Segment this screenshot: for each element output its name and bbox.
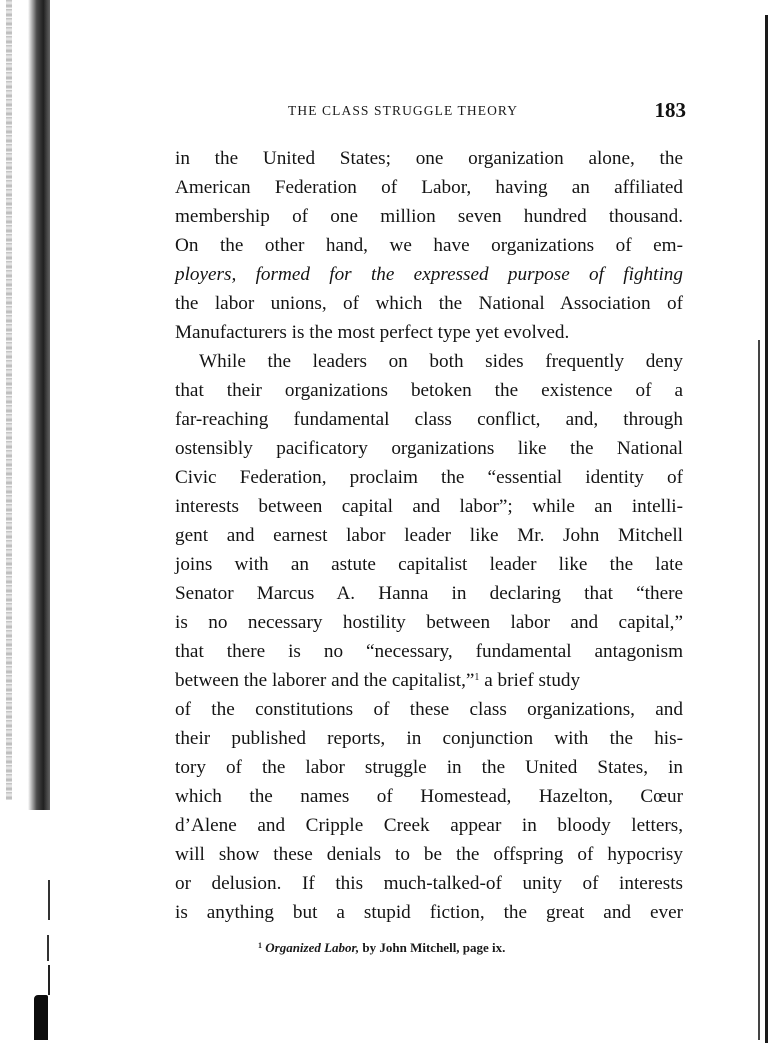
binding-edge [28, 0, 50, 810]
text-line: ostensibly pacificatory organizations like the National [175, 438, 683, 459]
binding-mark [47, 935, 49, 961]
text-line: joins with an astute capitalist leader like the late [175, 554, 683, 575]
text-line: On the other hand, we have organizations of em- [175, 235, 683, 256]
text-line: Senator Marcus A. Hanna in declaring that “there [175, 583, 683, 604]
text-line: American Federation of Labor, having an affiliated [175, 177, 683, 198]
page-right-edge-inner [758, 340, 760, 1040]
binding-mark [48, 880, 50, 920]
text-line: membership of one million seven hundred thousand. [175, 206, 683, 227]
text-line: which the names of Homestead, Hazelton, Cœur [175, 786, 683, 807]
text-line: that their organizations betoken the existence of a [175, 380, 683, 401]
footnote-reference: 1 [474, 672, 480, 683]
page-right-edge [765, 15, 768, 1043]
binding-mark [48, 965, 50, 995]
text-line: Civic Federation, proclaim the “essential identity of [175, 467, 683, 488]
text-line: d’Alene and Cripple Creek appear in bloody letters, [175, 815, 683, 836]
text-line: their published reports, in conjunction with the his- [175, 728, 683, 749]
paragraph-start-line: While the leaders on both sides frequently deny [199, 351, 683, 372]
text-line: will show these denials to be the offspring of hypocrisy [175, 844, 683, 865]
text-line: is no necessary hostility between labor and capital,” [175, 612, 683, 633]
binding-shadow [6, 0, 12, 800]
text-line: far-reaching fundamental class conflict, and, through [175, 409, 683, 430]
text-line: tory of the labor struggle in the United States, in [175, 757, 683, 778]
footnote-text: by John Mitchell, page ix. [359, 940, 506, 955]
footnote-marker: 1 [258, 941, 262, 950]
text-line: or delusion. If this much-talked-of unity of interests [175, 873, 683, 894]
footnote-title: Organized Labor, [265, 940, 360, 955]
running-title: THE CLASS STRUGGLE THEORY [288, 103, 519, 118]
page-number: 183 [654, 98, 686, 122]
text-line: is anything but a stupid fiction, the great and ever [175, 902, 683, 923]
text-line-with-footnote [175, 666, 683, 695]
text-line: of the constitutions of these class organizations, and [175, 699, 683, 720]
text-segment: a brief study [479, 670, 581, 691]
text-line: ployers, formed for the expressed purpose of fighting [175, 264, 683, 285]
text-line: that there is no “necessary, fundamental antagonism [175, 641, 683, 662]
binding-blot [34, 995, 48, 1040]
text-segment: between the laborer and the capitalist,” [175, 670, 475, 691]
text-line: gent and earnest labor leader like Mr. John Mitchell [175, 525, 683, 546]
text-line: interests between capital and labor”; while an intelli- [175, 496, 683, 517]
text-line: Manufacturers is the most perfect type yet evolved. [175, 322, 570, 343]
text-line: the labor unions, of which the National Association of [175, 293, 683, 314]
text-line: in the United States; one organization alone, the [175, 148, 683, 169]
running-head [288, 98, 686, 126]
body-text [175, 144, 683, 927]
footnote [258, 940, 505, 956]
